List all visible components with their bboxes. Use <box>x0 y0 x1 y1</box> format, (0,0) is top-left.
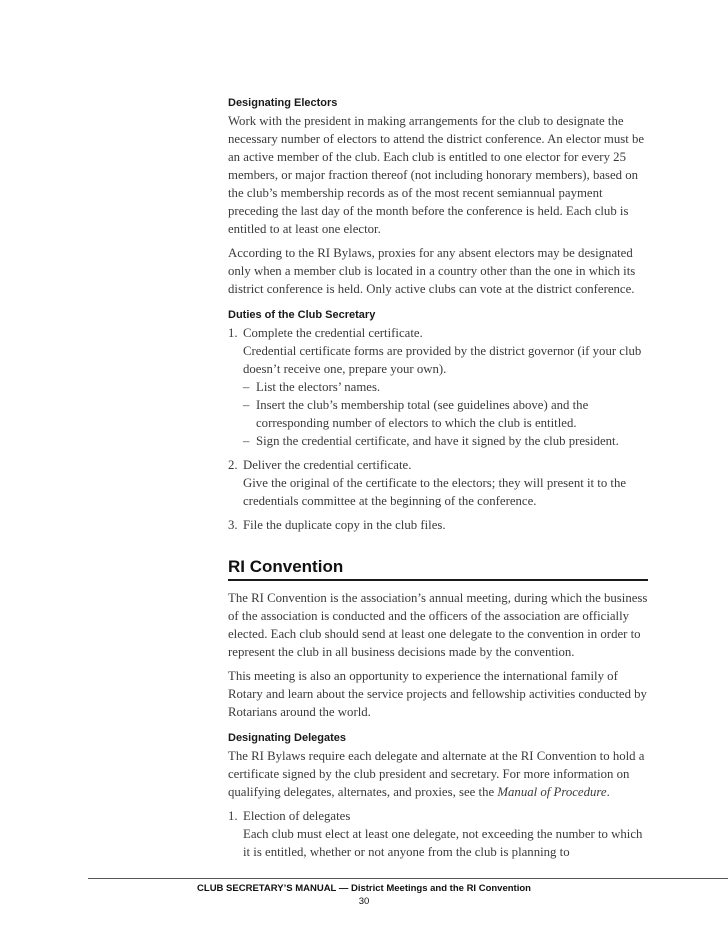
page-content <box>228 96 648 861</box>
list-number: 2. <box>228 458 238 472</box>
list-number: 3. <box>228 518 238 532</box>
paragraph-text: The RI Bylaws require each delegate and alternate at the RI Convention to hold a certificate signed by the club president and secretary. For more information on qualifying delegates, alternates, and proxies, see the <box>228 749 645 799</box>
list-item-body: Each club must elect at least one delegate, not exceeding the number to which it is entitled, whether or not anyone from the club is planning to <box>243 827 643 859</box>
heading-rule <box>228 579 648 581</box>
list-item-body: Give the original of the certificate to the electors; they will present it to the credentials committee at the beginning of the conference. <box>243 476 627 508</box>
dash-item: – Sign the credential certificate, and have it signed by the club president. <box>243 434 619 448</box>
list-item-title: File the duplicate copy in the club files. <box>243 518 446 532</box>
dash-item-text: Insert the club’s membership total (see guidelines above) and the corresponding number of electors to which the club is entitled. <box>256 398 589 430</box>
footer-rule <box>88 878 728 879</box>
list-item-title: Deliver the credential certificate. <box>243 458 412 472</box>
manual-reference: Manual of Procedure <box>497 785 607 799</box>
list-item <box>228 807 648 825</box>
dash-item-text: List the electors’ names. <box>256 380 381 394</box>
dash-item: – List the electors’ names. <box>243 380 381 394</box>
paragraph: The RI Convention is the association’s annual meeting, during which the business of the association is conducted and the officers of the association are officially elected. Each club should send at least one delegate to the convention in order to represent the club in all business decisions made by the convention. <box>228 591 648 659</box>
list-number: 1. <box>228 809 238 823</box>
list-item-body: Credential certificate forms are provided by the district governor (if your club doesn’t receive one, prepare your own). <box>243 344 642 376</box>
paragraph: Work with the president in making arrangements for the club to designate the necessary number of electors to attend the district conference. An elector must be an active member of the club. Each club is entitled to one elector for every 25 members, or major fraction thereof (not including honorary members), based on the club’s membership records as of the most recent semiannual payment preceding the last day of the month before the conference is held. Each club is entitled to at least one elector. <box>228 114 645 236</box>
paragraph: This meeting is also an opportunity to experience the international family of Rotary and learn about the service projects and fellowship activities conducted by Rotarians around the world. <box>228 669 647 719</box>
list-number: 1. <box>228 326 238 340</box>
list-item <box>228 324 648 342</box>
section-heading-designating-delegates: Designating Delegates <box>228 732 346 744</box>
section-heading-designating-electors: Designating Electors <box>228 97 338 109</box>
list-item-title: Complete the credential certificate. <box>243 326 423 340</box>
paragraph <box>228 747 648 801</box>
page-number: 30 <box>358 896 370 907</box>
footer-title: CLUB SECRETARY’S MANUAL — District Meetings and the RI Convention <box>197 883 531 894</box>
section-heading-duties: Duties of the Club Secretary <box>228 309 376 321</box>
paragraph: According to the RI Bylaws, proxies for any absent electors may be designated only when a member club is located in a country other than the one in which its district conference is held. Only active clubs can vote at the district conference. <box>228 246 636 296</box>
list-item-title: Election of delegates <box>243 809 351 823</box>
section-title-ri-convention: RI Convention <box>228 557 344 576</box>
dash-item: – Insert the club’s membership total (see guidelines above) and the corresponding number of electors to which the club is entitled. <box>243 398 589 430</box>
dash-item-text: Sign the credential certificate, and have it signed by the club president. <box>256 434 619 448</box>
list-item <box>228 456 648 474</box>
list-item <box>228 516 648 534</box>
paragraph-end: . <box>606 785 610 799</box>
